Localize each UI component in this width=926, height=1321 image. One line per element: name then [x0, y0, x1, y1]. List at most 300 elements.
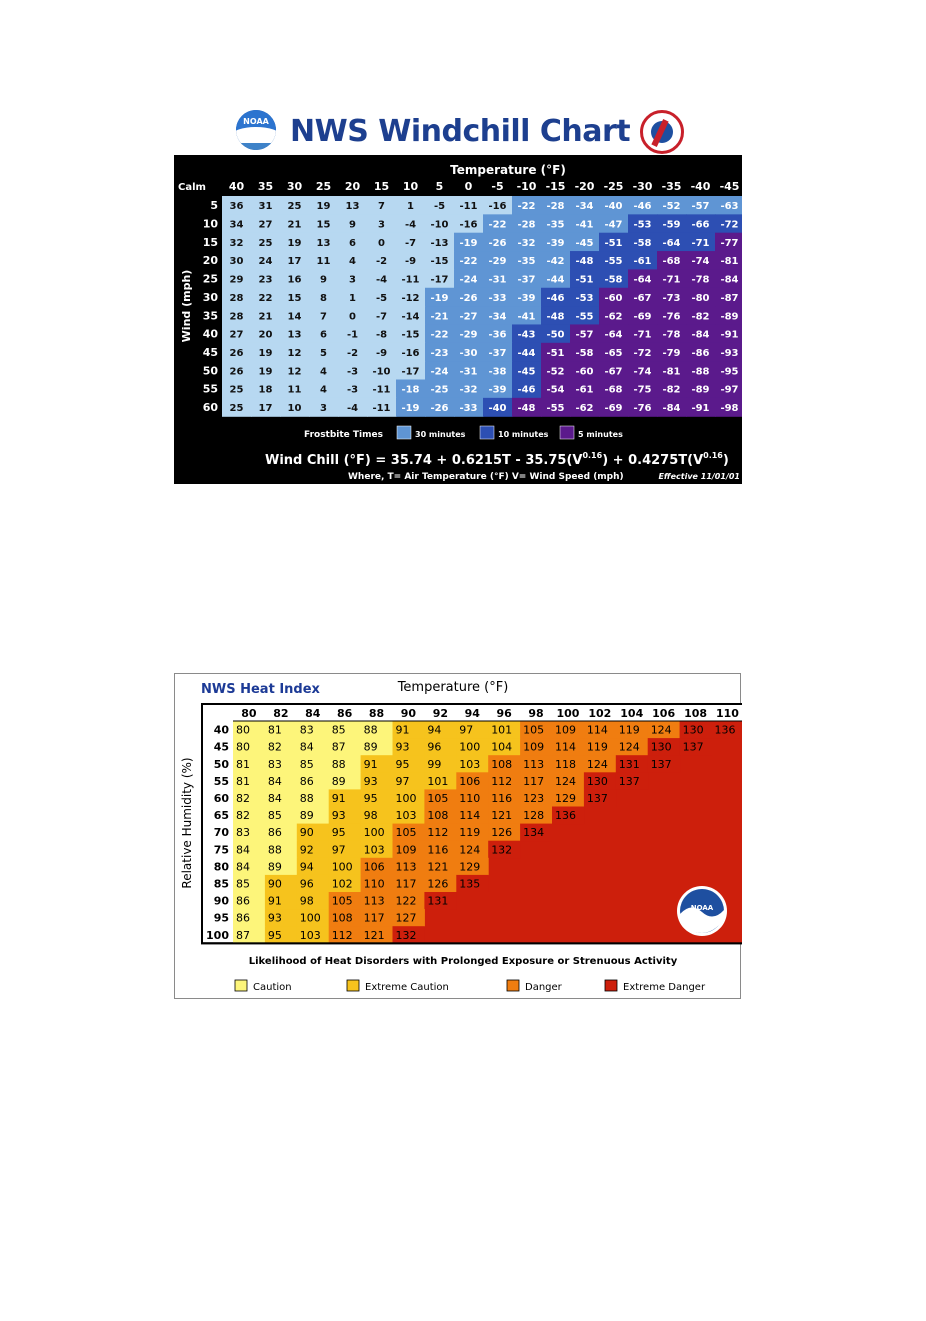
humidity-row-label: 80	[213, 860, 229, 874]
heat-temperature-header-cell: 98	[528, 707, 544, 720]
heat-index-value: 108	[331, 911, 353, 925]
heat-index-value: 94	[299, 860, 314, 874]
heat-index-value: 114	[459, 809, 481, 823]
windchill-value: -58	[633, 237, 652, 249]
windchill-value: -91	[720, 329, 739, 341]
heat-index-value: 126	[491, 826, 513, 840]
windchill-value: 7	[378, 201, 385, 213]
heat-temperature-header-cell: 90	[400, 707, 417, 720]
windchill-value: 22	[258, 292, 273, 304]
heat-index-value: 136	[555, 809, 576, 823]
windchill-value: -13	[430, 237, 449, 249]
heat-index-value: 103	[395, 809, 417, 823]
wind-row-label: 15	[202, 235, 218, 249]
humidity-row-label: 60	[213, 791, 229, 805]
windchill-value: -7	[375, 311, 388, 323]
temperature-header-cell: -40	[690, 180, 711, 193]
windchill-value: -12	[401, 292, 420, 304]
windchill-value: 12	[287, 347, 302, 359]
windchill-value: -52	[546, 366, 565, 378]
heat-index-value: 89	[363, 740, 378, 754]
windchill-value: -28	[517, 219, 536, 231]
temperature-header-cell: 15	[373, 180, 390, 193]
windchill-value: -71	[662, 274, 681, 286]
windchill-value: -26	[488, 237, 507, 249]
temperature-header-cell: 5	[435, 180, 444, 193]
temperature-header-cell: 35	[257, 180, 274, 193]
windchill-value: -11	[372, 403, 391, 415]
windchill-value: -72	[720, 219, 739, 231]
windchill-value: -88	[691, 366, 710, 378]
heat-index-value: 112	[491, 774, 513, 788]
windchill-value: 15	[316, 219, 331, 231]
temperature-header-cell: 20	[344, 180, 361, 193]
windchill-value: -35	[546, 219, 565, 231]
heat-temperature-header-cell: 86	[336, 707, 353, 720]
windchill-value: -89	[720, 311, 739, 323]
windchill-value: -23	[430, 347, 449, 359]
windchill-value: -44	[517, 347, 536, 359]
windchill-value: -2	[375, 256, 388, 268]
windchill-value: -55	[546, 403, 565, 415]
windchill-value: -78	[691, 274, 710, 286]
windchill-value: -77	[720, 237, 739, 249]
heat-index-value: 121	[363, 928, 385, 942]
windchill-value: -11	[372, 384, 391, 396]
heat-index-value: 110	[459, 791, 481, 805]
windchill-value: -66	[691, 219, 710, 231]
heat-index-value: 106	[459, 774, 481, 788]
heat-index-value: 89	[331, 774, 346, 788]
heat-index-value: 123	[523, 791, 545, 805]
nws-logo-icon	[640, 110, 684, 154]
windchill-value: 11	[316, 256, 331, 268]
windchill-value: 28	[229, 311, 244, 323]
heat-index-value: 93	[395, 740, 410, 754]
windchill-value: 11	[287, 384, 302, 396]
windchill-value: 15	[287, 292, 302, 304]
heat-index-value: 119	[618, 723, 640, 737]
heat-legend-swatch	[235, 980, 247, 991]
heat-index-value: 136	[714, 723, 736, 737]
heat-index-value: 121	[491, 809, 513, 823]
heat-index-value: 117	[523, 774, 545, 788]
temperature-header-cell: 40	[228, 180, 245, 193]
windchill-value: -33	[488, 292, 507, 304]
heat-index-value: 119	[586, 740, 608, 754]
heat-temperature-header-cell: 94	[464, 707, 480, 720]
frostbite-legend-swatch	[560, 426, 574, 439]
windchill-value: 27	[229, 329, 244, 341]
heat-index-value: 100	[363, 826, 385, 840]
windchill-value: -14	[401, 311, 420, 323]
heat-index-value: 91	[267, 894, 282, 908]
heat-index-value: 98	[363, 809, 378, 823]
heat-index-value: 113	[395, 860, 417, 874]
windchill-value: -5	[433, 201, 446, 213]
windchill-value: -68	[604, 384, 623, 396]
humidity-row-label: 70	[213, 826, 229, 840]
windchill-value: -10	[372, 366, 391, 378]
heat-index-value: 124	[618, 740, 640, 754]
windchill-value: 1	[349, 292, 356, 304]
windchill-value: -27	[459, 311, 478, 323]
windchill-value: -21	[430, 311, 449, 323]
heat-index-value: 108	[427, 809, 449, 823]
windchill-value: -30	[459, 347, 478, 359]
windchill-value: 28	[229, 292, 244, 304]
windchill-value: -24	[430, 366, 449, 378]
windchill-value: 21	[258, 311, 273, 323]
windchill-value: -31	[459, 366, 478, 378]
humidity-row-label: 75	[213, 843, 229, 857]
windchill-value: -45	[575, 237, 594, 249]
heat-index-value: 84	[267, 774, 282, 788]
windchill-value: 0	[378, 237, 385, 249]
heat-index-value: 84	[299, 740, 314, 754]
heat-index-value: 109	[395, 843, 417, 857]
windchill-value: -40	[604, 201, 623, 213]
humidity-row-label: 55	[213, 774, 229, 788]
heat-legend-label: Danger	[525, 982, 562, 993]
windchill-value: -33	[459, 403, 478, 415]
windchill-value: 19	[287, 237, 302, 249]
windchill-value: 5	[320, 347, 327, 359]
humidity-row-label: 50	[213, 757, 229, 771]
windchill-value: -16	[401, 347, 420, 359]
heat-temperature-header-cell: 102	[588, 707, 612, 720]
humidity-axis-label: Relative Humidity (%)	[180, 757, 194, 889]
frostbite-legend-label: 10 minutes	[498, 430, 549, 439]
heat-index-value: 106	[363, 860, 385, 874]
windchill-value: 4	[320, 366, 327, 378]
heat-index-value: 89	[267, 860, 282, 874]
heat-index-value: 95	[395, 757, 410, 771]
heat-index-value: 85	[331, 723, 346, 737]
windchill-value: -76	[633, 403, 652, 415]
windchill-value: -54	[546, 384, 565, 396]
windchill-grid	[174, 155, 742, 484]
windchill-value: 1	[407, 201, 414, 213]
heat-temperature-header-cell: 106	[652, 707, 676, 720]
heat-temperature-header-cell: 100	[556, 707, 580, 720]
windchill-value: 26	[229, 366, 244, 378]
windchill-value: -61	[575, 384, 594, 396]
temperature-header-cell: -20	[574, 180, 595, 193]
windchill-value: 18	[258, 384, 273, 396]
windchill-value: -72	[633, 347, 652, 359]
windchill-value: -16	[488, 201, 507, 213]
noaa-logo-icon: NOAA	[236, 110, 276, 150]
heat-index-value: 80	[236, 740, 250, 754]
windchill-value: -22	[430, 329, 449, 341]
windchill-value: -79	[662, 347, 681, 359]
windchill-value: -67	[604, 366, 623, 378]
windchill-value: -19	[401, 403, 420, 415]
heat-index-value: 90	[299, 826, 314, 840]
heat-index-value: 88	[299, 791, 314, 805]
heat-index-value: 99	[427, 757, 442, 771]
heat-legend-label: Extreme Caution	[365, 982, 449, 993]
temperature-header-cell: -5	[491, 180, 504, 193]
windchill-value: -51	[575, 274, 594, 286]
wind-axis-label: Wind (mph)	[180, 269, 193, 343]
heat-index-value: 118	[555, 757, 576, 771]
frostbite-legend-swatch	[397, 426, 411, 439]
windchill-value: -91	[691, 403, 710, 415]
heat-index-value: 81	[236, 774, 250, 788]
windchill-value: -69	[604, 403, 623, 415]
windchill-value: -24	[459, 274, 478, 286]
windchill-value: -8	[375, 329, 388, 341]
humidity-row-label: 45	[213, 740, 229, 754]
windchill-value: 25	[287, 201, 302, 213]
heat-index-value: 100	[331, 860, 353, 874]
windchill-value: 13	[287, 329, 302, 341]
heat-index-value: 135	[459, 877, 481, 891]
heat-index-value: 124	[555, 774, 576, 788]
windchill-value: -22	[488, 219, 507, 231]
heat-index-value: 112	[331, 928, 353, 942]
windchill-value: 16	[287, 274, 302, 286]
wind-row-label: 20	[202, 254, 218, 268]
windchill-value: -46	[517, 384, 536, 396]
heat-index-value: 87	[236, 928, 250, 942]
windchill-value: -45	[517, 366, 536, 378]
heat-index-value: 129	[459, 860, 481, 874]
wind-row-label: 60	[202, 401, 218, 415]
windchill-header	[174, 104, 742, 156]
windchill-value: -48	[517, 403, 536, 415]
heat-index-value: 116	[491, 791, 513, 805]
windchill-value: -37	[517, 274, 536, 286]
heat-index-value: 98	[299, 894, 314, 908]
heat-index-value: 86	[236, 894, 250, 908]
windchill-value: -50	[546, 329, 565, 341]
heat-index-value: 127	[395, 911, 417, 925]
heat-index-value: 91	[363, 757, 378, 771]
temperature-header-cell: 0	[464, 180, 473, 193]
windchill-value: 23	[258, 274, 273, 286]
heat-index-value: 114	[586, 723, 608, 737]
heat-index-value: 122	[395, 894, 417, 908]
temperature-header-cell: -30	[632, 180, 653, 193]
heat-legend-swatch	[347, 980, 359, 991]
heat-index-value: 85	[299, 757, 314, 771]
windchill-value: -10	[430, 219, 449, 231]
windchill-value: -62	[575, 403, 594, 415]
heat-temperature-header-cell: 108	[684, 707, 708, 720]
windchill-value: -60	[604, 292, 623, 304]
windchill-value: -34	[575, 201, 594, 213]
temperature-header-cell: -10	[516, 180, 537, 193]
windchill-value: -58	[604, 274, 623, 286]
heat-index-value: 85	[267, 809, 282, 823]
heat-index-value: 93	[331, 809, 346, 823]
windchill-value: -1	[346, 329, 359, 341]
heat-index-value: 81	[267, 723, 282, 737]
heat-index-value: 105	[331, 894, 353, 908]
windchill-value: -81	[662, 366, 681, 378]
windchill-value: 7	[320, 311, 327, 323]
heat-index-value: 117	[363, 911, 385, 925]
windchill-value: -15	[430, 256, 449, 268]
windchill-value: -2	[346, 347, 359, 359]
heat-index-value: 103	[299, 928, 321, 942]
windchill-value: 3	[320, 403, 327, 415]
heat-index-value: 114	[555, 740, 576, 754]
windchill-value: -19	[459, 237, 478, 249]
heat-index-value: 132	[395, 928, 417, 942]
heat-index-value: 113	[363, 894, 385, 908]
heat-index-value: 130	[586, 774, 608, 788]
temperature-header-cell: -45	[719, 180, 740, 193]
heat-index-value: 100	[459, 740, 481, 754]
windchill-value: -36	[488, 329, 507, 341]
heat-index-value: 117	[395, 877, 417, 891]
windchill-value: -86	[691, 347, 710, 359]
wind-row-label: 55	[202, 382, 218, 396]
frostbite-legend-label: 30 minutes	[415, 430, 466, 439]
heat-temperature-label: Temperature (°F)	[397, 680, 509, 695]
windchill-value: 36	[229, 201, 244, 213]
windchill-value: -80	[691, 292, 710, 304]
windchill-value: -74	[691, 256, 710, 268]
windchill-value: -55	[575, 311, 594, 323]
windchill-value: -81	[720, 256, 739, 268]
windchill-value: -37	[488, 347, 507, 359]
heat-index-value: 113	[523, 757, 545, 771]
windchill-value: 29	[229, 274, 244, 286]
windchill-value: -57	[691, 201, 710, 213]
humidity-row-label: 40	[213, 723, 229, 737]
windchill-value: -18	[401, 384, 420, 396]
windchill-value: -44	[546, 274, 565, 286]
windchill-value: 19	[258, 347, 273, 359]
heat-index-value: 86	[299, 774, 314, 788]
windchill-value: -7	[404, 237, 417, 249]
temperature-header-cell: -35	[661, 180, 682, 193]
windchill-title: NWS Windchill Chart	[290, 114, 631, 149]
windchill-value: -58	[575, 347, 594, 359]
windchill-value: -22	[517, 201, 536, 213]
temperature-header-cell: 30	[286, 180, 303, 193]
windchill-value: 3	[378, 219, 385, 231]
heat-index-value: 93	[267, 911, 282, 925]
heat-index-value: 124	[586, 757, 608, 771]
heat-index-value: 131	[427, 894, 449, 908]
heat-index-value: 82	[236, 809, 250, 823]
heat-index-value: 88	[331, 757, 346, 771]
heat-index-value: 101	[427, 774, 449, 788]
heat-index-value: 116	[427, 843, 449, 857]
windchill-value: -32	[459, 384, 478, 396]
windchill-value: -61	[633, 256, 652, 268]
windchill-value: 21	[287, 219, 302, 231]
heat-index-value: 100	[299, 911, 321, 925]
frostbite-legend-swatch	[480, 426, 494, 439]
windchill-value: 25	[229, 403, 244, 415]
windchill-value: -48	[546, 311, 565, 323]
heat-index-value: 95	[363, 791, 378, 805]
windchill-value: 24	[258, 256, 273, 268]
heat-index-value: 88	[363, 723, 378, 737]
heat-index-value: 80	[236, 723, 250, 737]
windchill-value: 20	[258, 329, 273, 341]
heat-index-value: 126	[427, 877, 449, 891]
windchill-value: -84	[691, 329, 710, 341]
heat-index-value: 137	[586, 791, 608, 805]
windchill-value: 12	[287, 366, 302, 378]
wind-row-label: 35	[202, 309, 218, 323]
windchill-value: -46	[546, 292, 565, 304]
windchill-value: -74	[633, 366, 652, 378]
heat-index-value: 109	[523, 740, 545, 754]
windchill-value: 32	[229, 237, 244, 249]
windchill-value: -48	[575, 256, 594, 268]
windchill-value: 34	[229, 219, 244, 231]
heat-temperature-header-cell: 80	[241, 707, 257, 720]
heat-legend-swatch	[507, 980, 519, 991]
windchill-value: -97	[720, 384, 739, 396]
windchill-value: -26	[430, 403, 449, 415]
calm-label: Calm	[178, 182, 206, 193]
windchill-value: -76	[662, 311, 681, 323]
windchill-value: -93	[720, 347, 739, 359]
heat-temperature-header-cell: 92	[432, 707, 449, 720]
windchill-value: -40	[488, 403, 507, 415]
formula-where-text: Where, T= Air Temperature (°F) V= Wind Speed (mph)	[348, 472, 624, 482]
windchill-value: -69	[633, 311, 652, 323]
noaa-logo-icon	[677, 886, 727, 936]
heat-temperature-header-cell: 82	[273, 707, 289, 720]
windchill-value: 4	[349, 256, 356, 268]
humidity-row-label: 95	[213, 911, 229, 925]
heat-index-value: 82	[267, 740, 282, 754]
heat-index-value: 94	[427, 723, 442, 737]
windchill-value: 3	[349, 274, 356, 286]
temperature-header-cell: -15	[545, 180, 566, 193]
windchill-value: 17	[258, 403, 273, 415]
windchill-value: -89	[691, 384, 710, 396]
heat-index-value: 137	[618, 774, 640, 788]
windchill-value: -46	[633, 201, 652, 213]
windchill-value: -17	[430, 274, 449, 286]
heat-index-value: 84	[236, 860, 250, 874]
heat-legend-swatch	[605, 980, 617, 991]
heat-index-value: 104	[491, 740, 513, 754]
windchill-value: -41	[575, 219, 594, 231]
heat-index-value: 90	[267, 877, 282, 891]
windchill-value: -3	[346, 366, 359, 378]
windchill-value: -62	[604, 311, 623, 323]
windchill-value: 6	[349, 237, 356, 249]
heat-legend-label: Caution	[253, 982, 292, 993]
heat-index-value: 95	[267, 928, 282, 942]
temperature-header-cell: 10	[402, 180, 419, 193]
heat-index-value: 103	[363, 843, 385, 857]
heat-index-value: 112	[427, 826, 449, 840]
windchill-value: -26	[459, 292, 478, 304]
windchill-value: -60	[575, 366, 594, 378]
windchill-value: -84	[662, 403, 681, 415]
windchill-value: -29	[459, 329, 478, 341]
heat-index-caption: Likelihood of Heat Disorders with Prolonged Exposure or Strenuous Activity	[248, 956, 678, 967]
frostbite-label: Frostbite Times	[304, 430, 383, 440]
windchill-value: -65	[604, 347, 623, 359]
heat-index-value: 84	[236, 843, 250, 857]
windchill-value: -64	[604, 329, 623, 341]
